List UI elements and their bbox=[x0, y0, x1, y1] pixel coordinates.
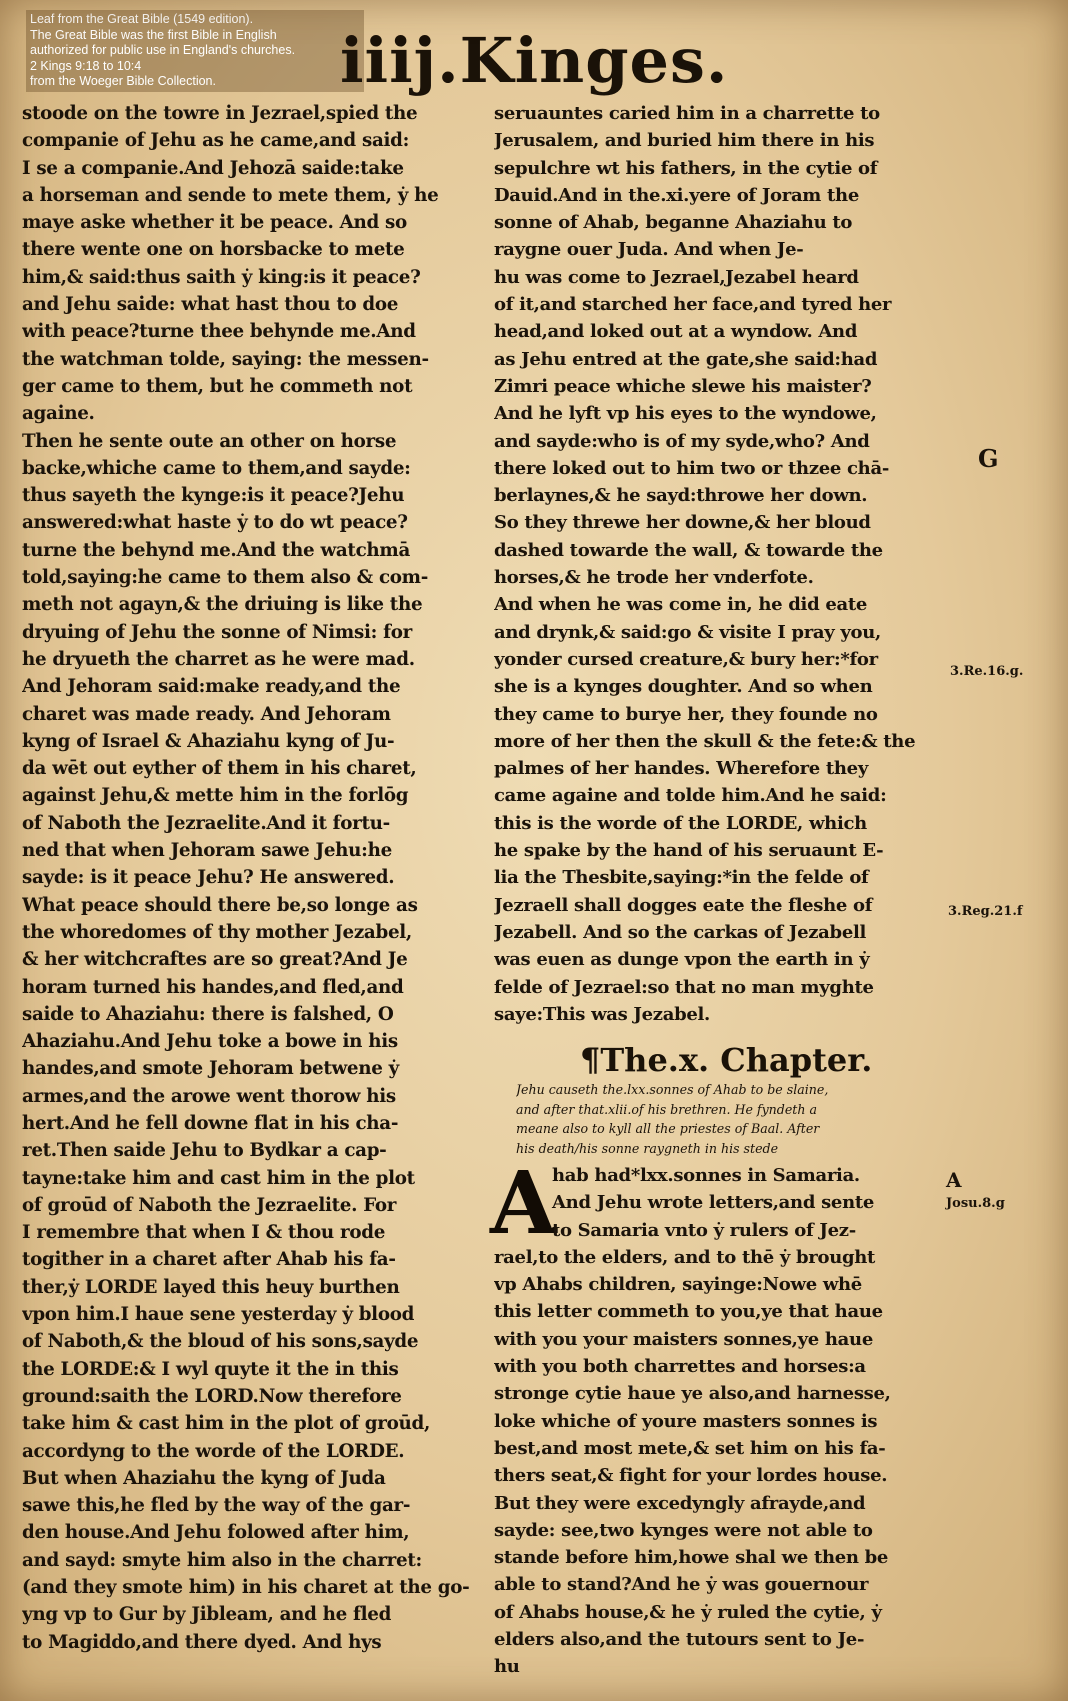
image-caption bbox=[26, 10, 364, 92]
text-line: of Naboth the Jezraelite.And it fortu- bbox=[22, 812, 390, 834]
text-line: (and they smote him) in his charet at the go- bbox=[22, 1577, 470, 1599]
text-line: sayde: is it peace Jehu? He answered. bbox=[22, 867, 395, 889]
text-line: more of her then the skull & the fete:& the bbox=[494, 730, 916, 752]
text-line: saide to Ahaziahu: there is falshed, O bbox=[22, 1003, 394, 1025]
text-line: tayne:take him and cast him in the plot bbox=[22, 1167, 415, 1189]
text-line: dryuing of Jehu the sonne of Nimsi: for bbox=[22, 621, 412, 643]
chapter-heading: ¶The.x. Chapter. bbox=[580, 1041, 873, 1079]
margin-reference-note: 3.Reg.21.f bbox=[948, 904, 1023, 919]
text-line: armes,and the arowe went thorow his bbox=[22, 1085, 396, 1107]
margin-reference-note: Josu.8.g bbox=[946, 1196, 1005, 1211]
text-line: he dryueth the charret as he were mad. bbox=[22, 648, 415, 670]
text-line: Dauid.And in the.xi.yere of Joram the bbox=[494, 184, 859, 206]
text-line: this is the worde of the LORDE, which bbox=[494, 812, 867, 834]
text-line: Ahaziahu.And Jehu toke a bowe in his bbox=[22, 1031, 398, 1053]
text-line: yonder cursed creature,& bury her:*for bbox=[494, 648, 878, 670]
text-line: best,and most mete,& set him on his fa- bbox=[494, 1437, 886, 1459]
text-line: answered:what haste ẏ to do wt peace? bbox=[22, 512, 408, 534]
text-line: able to stand?And he ẏ was gouernour bbox=[494, 1574, 869, 1596]
text-line: ther,ẏ LORDE layed this heuy burthen bbox=[22, 1276, 400, 1298]
text-line: And Jehoram said:make ready,and the bbox=[22, 676, 401, 698]
text-line: elders also,and the tutours sent to Je- bbox=[494, 1629, 865, 1651]
text-line: lia the Thesbite,saying:*in the felde of bbox=[494, 867, 869, 889]
text-line: maye aske whether it be peace. And so bbox=[22, 212, 407, 234]
text-line: she is a kynges doughter. And so when bbox=[494, 676, 873, 698]
text-line: But they were excedyngly afrayde,and bbox=[494, 1492, 866, 1514]
text-line: sepulchre wt his fathers, in the cytie of bbox=[494, 157, 878, 179]
text-line: of groūd of Naboth the Jezraelite. For bbox=[22, 1194, 397, 1216]
text-line: companie of Jehu as he came,and said: bbox=[22, 130, 410, 152]
text-line: saye:This was Jezabel. bbox=[494, 1003, 711, 1025]
text-line: againe. bbox=[22, 403, 95, 425]
text-line: of it,and starched her face,and tyred her bbox=[494, 294, 892, 316]
text-line: the watchman tolde, saying: the messen- bbox=[22, 348, 429, 370]
text-line: stoode on the towre in Jezrael,spied the bbox=[22, 103, 418, 124]
text-line: And Jehu wrote letters,and sente bbox=[552, 1192, 875, 1214]
text-line: was euen as dunge vpon the earth in ẏ bbox=[494, 949, 870, 971]
right-text-column bbox=[494, 100, 946, 1028]
text-line: meth not agayn,& the driuing is like the bbox=[22, 594, 423, 616]
text-line: there loked out to him two or thzee chā- bbox=[494, 457, 889, 479]
text-line: and sayde:who is of my syde,who? And bbox=[494, 430, 870, 452]
text-line: rael,to the elders, and to thē ẏ brought bbox=[494, 1246, 876, 1268]
text-line: sawe this,he fled by the way of the gar- bbox=[22, 1495, 411, 1517]
text-line: berlaynes,& he sayd:throwe her down. bbox=[494, 485, 868, 507]
text-line: Then he sente oute an other on horse bbox=[22, 430, 397, 452]
text-line: the LORDE:& I wyl quyte it the in this bbox=[22, 1358, 399, 1380]
text-line: this letter commeth to you,ye that haue bbox=[494, 1301, 883, 1323]
text-line: vp Ahabs children, sayinge:Nowe whē bbox=[494, 1274, 862, 1296]
text-line: But when Ahaziahu the kyng of Juda bbox=[22, 1467, 386, 1489]
text-line: a horseman and sende to mete them, ẏ he bbox=[22, 184, 439, 206]
caption-line: Leaf from the Great Bible (1549 edition). bbox=[30, 12, 254, 26]
text-line: to Samaria vnto ẏ rulers of Jez- bbox=[552, 1219, 856, 1241]
text-line: him,& said:thus saith ẏ king:is it peace? bbox=[22, 266, 421, 288]
text-line: dashed towarde the wall, & towarde the bbox=[494, 539, 883, 561]
text-line: thers seat,& fight for your lordes house. bbox=[494, 1465, 888, 1487]
text-line: as Jehu entred at the gate,she said:had bbox=[494, 348, 878, 370]
text-line: vpon him.I haue sene yesterday ẏ blood bbox=[22, 1304, 415, 1326]
text-line: of Naboth,& the bloud of his sons,sayde bbox=[22, 1331, 419, 1353]
text-line: handes,and smote Jehoram betwene ẏ bbox=[22, 1058, 399, 1080]
text-line: stande before him,howe shal we then be bbox=[494, 1547, 889, 1569]
text-line: ned that when Jehoram sawe Jehu:he bbox=[22, 840, 392, 862]
text-line: take him & cast him in the plot of groūd, bbox=[22, 1413, 431, 1435]
text-line: head,and loked out at a wyndow. And bbox=[494, 321, 858, 343]
text-line: I remembre that when I & thou rode bbox=[22, 1222, 386, 1244]
caption-line: from the Woeger Bible Collection. bbox=[30, 74, 216, 88]
text-line: yng vp to Gur by Jibleam, and he fled bbox=[22, 1604, 392, 1626]
text-line: loke whiche of youre masters sonnes is bbox=[494, 1410, 878, 1432]
text-line: to Magiddo,and there dyed. And hys bbox=[22, 1631, 382, 1653]
margin-reference-note: 3.Re.16.g. bbox=[950, 664, 1024, 679]
text-line: hert.And he fell downe flat in his cha- bbox=[22, 1112, 399, 1134]
text-line: And he lyft vp his eyes to the wyndowe, bbox=[494, 403, 877, 425]
text-line: and Jehu saide: what hast thou to doe bbox=[22, 294, 399, 316]
caption-line: authorized for public use in England's churches. bbox=[30, 43, 296, 57]
text-line: turne the behynd me.And the watchmā bbox=[22, 539, 410, 561]
text-line: So they threwe her downe,& her bloud bbox=[494, 512, 871, 534]
text-line: den house.And Jehu folowed after him, bbox=[22, 1522, 410, 1544]
text-line: and sayd: smyte him also in the charret: bbox=[22, 1549, 422, 1571]
text-line: his death/his sonne raygneth in his stede bbox=[516, 1140, 779, 1156]
text-line: they came to burye her, they founde no bbox=[494, 703, 878, 725]
text-line: hab had*lxx.sonnes in Samaria. bbox=[552, 1165, 860, 1186]
text-line: felde of Jezrael:so that no man myghte bbox=[494, 976, 874, 998]
text-line: Jezraell shall dogges eate the fleshe of bbox=[494, 894, 873, 916]
text-line: Zimri peace whiche slewe his maister? bbox=[494, 375, 872, 397]
text-line: ger came to them, but he commeth not bbox=[22, 375, 413, 397]
text-line: Jezabell. And so the carkas of Jezabell bbox=[494, 921, 867, 943]
text-line: and drynk,& said:go & visite I pray you, bbox=[494, 621, 881, 643]
text-line: of Ahabs house,& he ẏ ruled the cytie, ẏ bbox=[494, 1601, 882, 1623]
text-line: with you both charrettes and horses:a bbox=[494, 1356, 866, 1378]
caption-line: 2 Kings 9:18 to 10:4 bbox=[30, 58, 142, 73]
text-line: hu was come to Jezrael,Jezabel heard bbox=[494, 266, 859, 288]
text-line: And when he was come in, he did eate bbox=[494, 594, 868, 616]
text-line: togither in a charet after Ahab his fa- bbox=[22, 1249, 396, 1271]
text-line: sayde: see,two kynges were not able to bbox=[494, 1519, 873, 1541]
text-line: Jehu causeth the.lxx.sonnes of Ahab to be slaine, bbox=[516, 1082, 829, 1097]
text-line: & her witchcraftes are so great?And Je bbox=[22, 949, 408, 971]
text-line: What peace should there be,so longe as bbox=[22, 894, 418, 916]
text-line: accordyng to the worde of the LORDE. bbox=[22, 1440, 405, 1462]
caption-line: The Great Bible was the first Bible in English bbox=[30, 27, 277, 42]
text-line: there wente one on horsbacke to mete bbox=[22, 239, 405, 261]
text-line: kyng of Israel & Ahaziahu kyng of Ju- bbox=[22, 730, 395, 752]
text-line: came againe and tolde him.And he said: bbox=[494, 785, 887, 807]
text-line: against Jehu,& mette him in the forlōg bbox=[22, 785, 409, 807]
text-line: the whoredomes of thy mother Jezabel, bbox=[22, 921, 412, 943]
text-line: charet was made ready. And Jehoram bbox=[22, 703, 391, 725]
margin-signature-mark: G bbox=[978, 444, 999, 473]
chapter-body bbox=[494, 1162, 946, 1681]
text-line: ret.Then saide Jehu to Bydkar a cap- bbox=[22, 1140, 387, 1162]
left-text-column bbox=[22, 100, 482, 1656]
text-line: told,saying:he came to them also & com- bbox=[22, 567, 429, 589]
text-line: with peace?turne thee behynde me.And bbox=[22, 321, 416, 343]
running-head: iiij.Kinges. bbox=[340, 24, 729, 97]
text-line: and after that.xlii.of his brethren. He fyndeth a bbox=[516, 1101, 817, 1117]
text-line: Jerusalem, and buried him there in his bbox=[494, 130, 875, 152]
text-line: hu bbox=[494, 1656, 520, 1678]
text-line: horses,& he trode her vnderfote. bbox=[494, 567, 814, 589]
text-line: seruauntes caried him in a charrette to bbox=[494, 103, 880, 124]
text-line: I se a companie.And Jehozā saide:take bbox=[22, 157, 404, 179]
text-line: backe,whiche came to them,and sayde: bbox=[22, 457, 411, 479]
text-line: ground:saith the LORD.Now therefore bbox=[22, 1385, 402, 1407]
drop-cap: A bbox=[490, 1153, 557, 1254]
text-line: sonne of Ahab, beganne Ahaziahu to bbox=[494, 212, 853, 234]
text-line: horam turned his handes,and fled,and bbox=[22, 976, 404, 998]
margin-letter-mark: A bbox=[946, 1168, 962, 1192]
text-line: he spake by the hand of his seruaunt E- bbox=[494, 840, 884, 862]
chapter-summary bbox=[516, 1080, 946, 1158]
text-line: with you your maisters sonnes,ye haue bbox=[494, 1328, 873, 1350]
text-line: meane also to kyll all the priestes of Baal. After bbox=[516, 1121, 820, 1136]
text-line: da wēt out eyther of them in his charet, bbox=[22, 758, 417, 780]
text-line: palmes of her handes. Wherefore they bbox=[494, 758, 868, 780]
text-line: stronge cytie haue ye also,and harnesse, bbox=[494, 1383, 891, 1405]
text-line: thus sayeth the kynge:is it peace?Jehu bbox=[22, 485, 405, 507]
text-line: raygne ouer Juda. And when Je- bbox=[494, 239, 804, 261]
